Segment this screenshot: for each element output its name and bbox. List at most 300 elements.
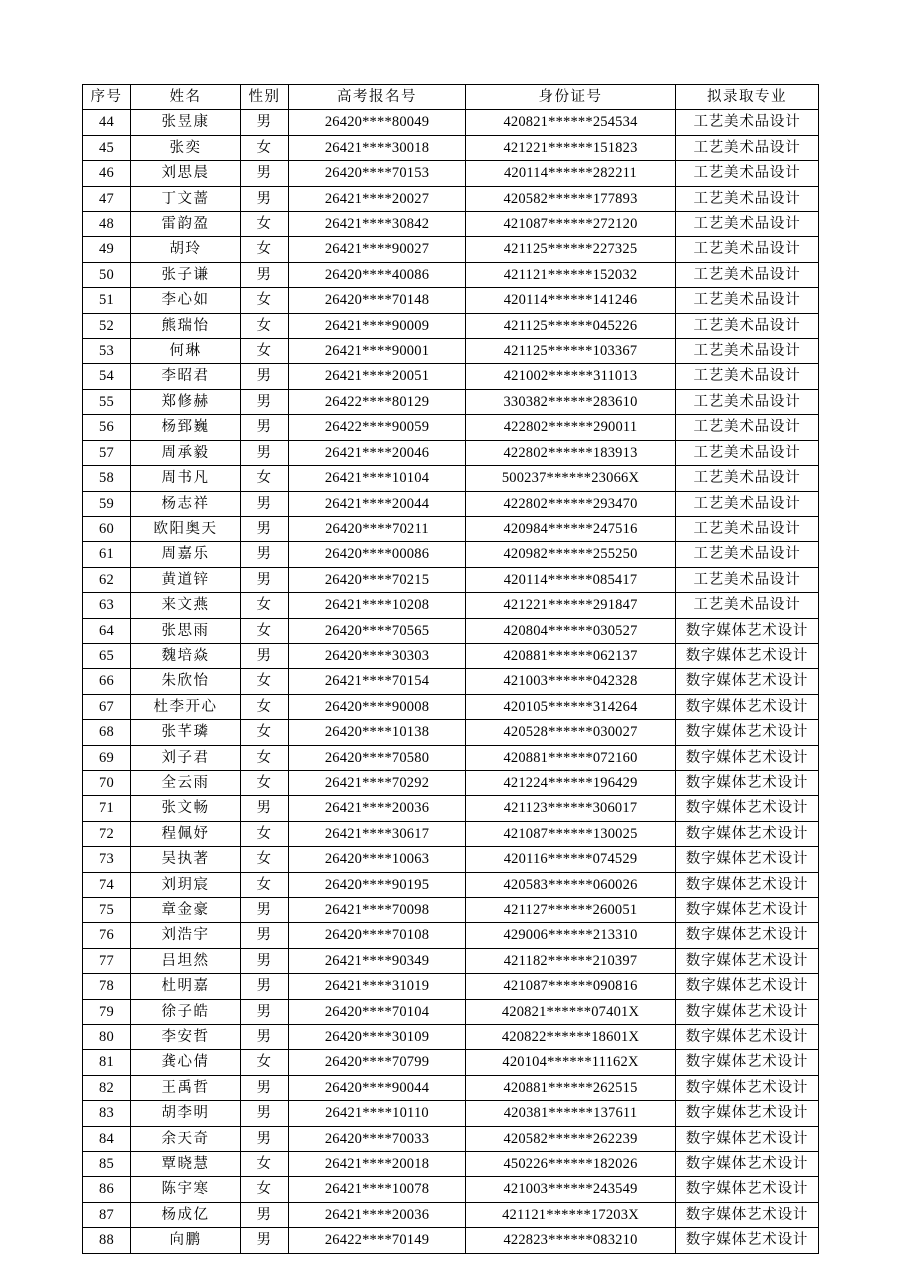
table-row [83,923,819,948]
cell-major: 数字媒体艺术设计 [676,643,819,668]
table-row [83,364,819,389]
cell-major: 数字媒体艺术设计 [676,821,819,846]
cell-seq: 82 [83,1075,131,1100]
cell-name: 熊瑞怡 [131,313,241,338]
cell-sex: 女 [241,770,289,795]
table-row [83,643,819,668]
cell-idnum: 420583******060026 [466,872,676,897]
cell-major: 工艺美术品设计 [676,466,819,491]
cell-exam: 26421****30018 [289,135,466,160]
cell-idnum: 420582******177893 [466,186,676,211]
cell-seq: 88 [83,1228,131,1253]
cell-sex: 男 [241,1126,289,1151]
cell-sex: 女 [241,1177,289,1202]
cell-name: 刘浩宇 [131,923,241,948]
cell-seq: 70 [83,770,131,795]
table-row [83,1228,819,1253]
cell-major: 数字媒体艺术设计 [676,1202,819,1227]
cell-major: 工艺美术品设计 [676,339,819,364]
cell-sex: 男 [241,1228,289,1253]
cell-sex: 女 [241,669,289,694]
table-row [83,1025,819,1050]
cell-major: 工艺美术品设计 [676,237,819,262]
cell-idnum: 421224******196429 [466,770,676,795]
cell-exam: 26421****70292 [289,770,466,795]
table-row [83,974,819,999]
cell-idnum: 330382******283610 [466,389,676,414]
cell-idnum: 420381******137611 [466,1101,676,1126]
cell-name: 向鹏 [131,1228,241,1253]
cell-sex: 男 [241,542,289,567]
cell-idnum: 421125******227325 [466,237,676,262]
cell-exam: 26421****20018 [289,1152,466,1177]
cell-seq: 57 [83,440,131,465]
cell-name: 周书凡 [131,466,241,491]
cell-idnum: 420116******074529 [466,847,676,872]
cell-sex: 女 [241,212,289,237]
cell-name: 杨成亿 [131,1202,241,1227]
cell-idnum: 422802******293470 [466,491,676,516]
cell-name: 杜明嘉 [131,974,241,999]
cell-exam: 26420****30109 [289,1025,466,1050]
cell-seq: 47 [83,186,131,211]
cell-name: 李昭君 [131,364,241,389]
cell-exam: 26420****70215 [289,567,466,592]
table-row [83,1202,819,1227]
cell-seq: 56 [83,415,131,440]
cell-idnum: 422802******183913 [466,440,676,465]
cell-name: 李心如 [131,288,241,313]
cell-idnum: 421221******291847 [466,593,676,618]
cell-exam: 26420****80049 [289,110,466,135]
cell-idnum: 420881******262515 [466,1075,676,1100]
cell-idnum: 420821******254534 [466,110,676,135]
cell-idnum: 421087******090816 [466,974,676,999]
cell-sex: 女 [241,1152,289,1177]
cell-sex: 男 [241,567,289,592]
cell-exam: 26420****70799 [289,1050,466,1075]
cell-name: 来文燕 [131,593,241,618]
cell-seq: 44 [83,110,131,135]
cell-exam: 26421****30842 [289,212,466,237]
cell-name: 杜李开心 [131,694,241,719]
cell-seq: 66 [83,669,131,694]
cell-major: 数字媒体艺术设计 [676,1050,819,1075]
table-row [83,618,819,643]
cell-seq: 65 [83,643,131,668]
cell-exam: 26420****40086 [289,262,466,287]
cell-idnum: 420804******030527 [466,618,676,643]
cell-name: 周承毅 [131,440,241,465]
cell-seq: 67 [83,694,131,719]
cell-exam: 26420****30303 [289,643,466,668]
cell-name: 张奕 [131,135,241,160]
cell-seq: 84 [83,1126,131,1151]
cell-exam: 26421****10110 [289,1101,466,1126]
cell-exam: 26422****90059 [289,415,466,440]
cell-idnum: 500237******23066X [466,466,676,491]
cell-exam: 26421****10208 [289,593,466,618]
cell-exam: 26422****80129 [289,389,466,414]
cell-major: 数字媒体艺术设计 [676,974,819,999]
cell-exam: 26420****70033 [289,1126,466,1151]
cell-sex: 男 [241,186,289,211]
cell-seq: 79 [83,999,131,1024]
cell-seq: 87 [83,1202,131,1227]
cell-exam: 26420****70211 [289,516,466,541]
cell-exam: 26420****70108 [289,923,466,948]
column-header-major: 拟录取专业 [676,85,819,110]
cell-major: 数字媒体艺术设计 [676,1126,819,1151]
cell-idnum: 421121******17203X [466,1202,676,1227]
cell-exam: 26420****70153 [289,161,466,186]
cell-sex: 男 [241,161,289,186]
cell-major: 数字媒体艺术设计 [676,669,819,694]
cell-idnum: 420114******282211 [466,161,676,186]
cell-major: 工艺美术品设计 [676,110,819,135]
cell-seq: 54 [83,364,131,389]
cell-name: 周嘉乐 [131,542,241,567]
cell-major: 数字媒体艺术设计 [676,618,819,643]
cell-seq: 85 [83,1152,131,1177]
column-header-exam-number: 高考报名号 [289,85,466,110]
cell-major: 数字媒体艺术设计 [676,872,819,897]
cell-idnum: 421182******210397 [466,948,676,973]
column-header-id-number: 身份证号 [466,85,676,110]
cell-exam: 26421****20046 [289,440,466,465]
cell-name: 杨志祥 [131,491,241,516]
cell-major: 工艺美术品设计 [676,593,819,618]
table-row [83,440,819,465]
cell-major: 数字媒体艺术设计 [676,1228,819,1253]
table-row [83,288,819,313]
cell-idnum: 421087******272120 [466,212,676,237]
cell-major: 数字媒体艺术设计 [676,745,819,770]
cell-seq: 68 [83,720,131,745]
cell-sex: 女 [241,618,289,643]
cell-major: 工艺美术品设计 [676,212,819,237]
cell-sex: 男 [241,110,289,135]
table-header [83,85,819,110]
cell-exam: 26421****10078 [289,1177,466,1202]
cell-major: 工艺美术品设计 [676,161,819,186]
table-row [83,110,819,135]
cell-seq: 72 [83,821,131,846]
table-row [83,770,819,795]
cell-exam: 26420****70148 [289,288,466,313]
cell-major: 工艺美术品设计 [676,415,819,440]
cell-seq: 62 [83,567,131,592]
cell-exam: 26420****00086 [289,542,466,567]
cell-exam: 26421****20044 [289,491,466,516]
table-row [83,1177,819,1202]
table-row [83,720,819,745]
table-row [83,466,819,491]
cell-major: 工艺美术品设计 [676,262,819,287]
cell-name: 余天奇 [131,1126,241,1151]
cell-seq: 60 [83,516,131,541]
table-row [83,999,819,1024]
cell-exam: 26421****10104 [289,466,466,491]
cell-name: 陈宇寒 [131,1177,241,1202]
cell-idnum: 420881******072160 [466,745,676,770]
admissions-list-table [82,84,819,1254]
cell-idnum: 429006******213310 [466,923,676,948]
table-row [83,135,819,160]
cell-idnum: 420984******247516 [466,516,676,541]
cell-seq: 64 [83,618,131,643]
cell-name: 张子谦 [131,262,241,287]
cell-name: 胡李明 [131,1101,241,1126]
cell-sex: 女 [241,847,289,872]
table-row [83,567,819,592]
cell-name: 全云雨 [131,770,241,795]
cell-sex: 男 [241,948,289,973]
cell-major: 工艺美术品设计 [676,491,819,516]
table-row [83,821,819,846]
table-row [83,1075,819,1100]
cell-seq: 49 [83,237,131,262]
cell-seq: 80 [83,1025,131,1050]
cell-major: 数字媒体艺术设计 [676,1152,819,1177]
table-header-row [83,85,819,110]
cell-sex: 女 [241,237,289,262]
cell-exam: 26420****90195 [289,872,466,897]
cell-name: 李安哲 [131,1025,241,1050]
cell-name: 张文畅 [131,796,241,821]
cell-exam: 26421****90349 [289,948,466,973]
cell-idnum: 421087******130025 [466,821,676,846]
cell-major: 工艺美术品设计 [676,440,819,465]
cell-exam: 26421****20027 [289,186,466,211]
cell-exam: 26421****90027 [289,237,466,262]
cell-sex: 男 [241,1075,289,1100]
cell-seq: 59 [83,491,131,516]
cell-seq: 58 [83,466,131,491]
cell-major: 数字媒体艺术设计 [676,1101,819,1126]
cell-seq: 71 [83,796,131,821]
table-row [83,898,819,923]
cell-sex: 女 [241,288,289,313]
cell-seq: 75 [83,898,131,923]
cell-sex: 男 [241,415,289,440]
cell-major: 数字媒体艺术设计 [676,796,819,821]
cell-seq: 45 [83,135,131,160]
table-row [83,694,819,719]
cell-idnum: 420114******141246 [466,288,676,313]
cell-major: 工艺美术品设计 [676,313,819,338]
cell-seq: 53 [83,339,131,364]
cell-major: 数字媒体艺术设计 [676,720,819,745]
cell-sex: 女 [241,745,289,770]
table-row [83,516,819,541]
table-row [83,669,819,694]
cell-exam: 26420****90008 [289,694,466,719]
cell-name: 胡玲 [131,237,241,262]
cell-sex: 女 [241,593,289,618]
table-row [83,872,819,897]
table-row [83,948,819,973]
cell-exam: 26422****70149 [289,1228,466,1253]
cell-idnum: 420114******085417 [466,567,676,592]
cell-sex: 男 [241,389,289,414]
cell-idnum: 422823******083210 [466,1228,676,1253]
cell-sex: 女 [241,720,289,745]
cell-major: 数字媒体艺术设计 [676,770,819,795]
cell-major: 工艺美术品设计 [676,567,819,592]
cell-seq: 48 [83,212,131,237]
cell-idnum: 420582******262239 [466,1126,676,1151]
table-row [83,1126,819,1151]
table-row [83,745,819,770]
cell-name: 徐子皓 [131,999,241,1024]
cell-seq: 50 [83,262,131,287]
table-body [83,110,819,1253]
table-row [83,212,819,237]
cell-exam: 26421****70098 [289,898,466,923]
cell-major: 数字媒体艺术设计 [676,999,819,1024]
cell-idnum: 420821******07401X [466,999,676,1024]
table-row [83,161,819,186]
cell-sex: 女 [241,339,289,364]
cell-idnum: 421221******151823 [466,135,676,160]
cell-idnum: 420822******18601X [466,1025,676,1050]
cell-seq: 73 [83,847,131,872]
cell-idnum: 450226******182026 [466,1152,676,1177]
cell-exam: 26420****10063 [289,847,466,872]
cell-exam: 26420****70565 [289,618,466,643]
cell-name: 刘子君 [131,745,241,770]
cell-name: 雷韵盈 [131,212,241,237]
cell-major: 数字媒体艺术设计 [676,898,819,923]
cell-sex: 男 [241,491,289,516]
cell-major: 数字媒体艺术设计 [676,694,819,719]
table-row [83,415,819,440]
cell-name: 吕坦然 [131,948,241,973]
cell-exam: 26420****10138 [289,720,466,745]
cell-name: 覃晓慧 [131,1152,241,1177]
cell-idnum: 421002******311013 [466,364,676,389]
cell-idnum: 421003******243549 [466,1177,676,1202]
cell-major: 工艺美术品设计 [676,288,819,313]
table-row [83,1050,819,1075]
cell-exam: 26421****20036 [289,1202,466,1227]
cell-major: 数字媒体艺术设计 [676,1177,819,1202]
cell-sex: 男 [241,1101,289,1126]
cell-sex: 女 [241,466,289,491]
cell-exam: 26421****31019 [289,974,466,999]
cell-sex: 女 [241,313,289,338]
cell-major: 工艺美术品设计 [676,389,819,414]
cell-exam: 26421****70154 [289,669,466,694]
cell-sex: 男 [241,999,289,1024]
table-row [83,593,819,618]
cell-name: 程佩妤 [131,821,241,846]
cell-idnum: 421003******042328 [466,669,676,694]
cell-sex: 女 [241,135,289,160]
cell-seq: 74 [83,872,131,897]
cell-seq: 78 [83,974,131,999]
cell-idnum: 420982******255250 [466,542,676,567]
cell-name: 欧阳奥天 [131,516,241,541]
cell-seq: 61 [83,542,131,567]
cell-sex: 男 [241,923,289,948]
table-row [83,847,819,872]
cell-name: 黄道锌 [131,567,241,592]
cell-idnum: 422802******290011 [466,415,676,440]
cell-exam: 26420****90044 [289,1075,466,1100]
cell-sex: 男 [241,262,289,287]
cell-exam: 26421****90001 [289,339,466,364]
cell-name: 杨郅巍 [131,415,241,440]
table-row [83,262,819,287]
cell-name: 张芊璘 [131,720,241,745]
cell-sex: 女 [241,872,289,897]
cell-idnum: 420528******030027 [466,720,676,745]
table-row [83,542,819,567]
cell-sex: 男 [241,796,289,821]
cell-name: 章金豪 [131,898,241,923]
cell-name: 何琳 [131,339,241,364]
cell-sex: 女 [241,821,289,846]
cell-name: 王禹哲 [131,1075,241,1100]
cell-idnum: 421123******306017 [466,796,676,821]
cell-idnum: 420104******11162X [466,1050,676,1075]
cell-name: 朱欣怡 [131,669,241,694]
table-row [83,1101,819,1126]
cell-exam: 26420****70104 [289,999,466,1024]
table-row [83,796,819,821]
cell-name: 吴执著 [131,847,241,872]
cell-sex: 男 [241,643,289,668]
cell-name: 龚心倩 [131,1050,241,1075]
cell-sex: 男 [241,364,289,389]
cell-seq: 51 [83,288,131,313]
cell-idnum: 421125******045226 [466,313,676,338]
cell-sex: 男 [241,440,289,465]
cell-name: 魏培焱 [131,643,241,668]
cell-sex: 男 [241,1202,289,1227]
table-row [83,339,819,364]
cell-sex: 女 [241,1050,289,1075]
cell-idnum: 420105******314264 [466,694,676,719]
table-row [83,491,819,516]
cell-seq: 52 [83,313,131,338]
cell-seq: 63 [83,593,131,618]
cell-name: 丁文蔷 [131,186,241,211]
table-row [83,389,819,414]
table-row [83,237,819,262]
cell-seq: 81 [83,1050,131,1075]
cell-major: 数字媒体艺术设计 [676,847,819,872]
cell-sex: 女 [241,694,289,719]
column-header-seq: 序号 [83,85,131,110]
cell-idnum: 421125******103367 [466,339,676,364]
cell-major: 工艺美术品设计 [676,516,819,541]
cell-major: 数字媒体艺术设计 [676,948,819,973]
column-header-name: 姓名 [131,85,241,110]
column-header-sex: 性别 [241,85,289,110]
cell-exam: 26420****70580 [289,745,466,770]
cell-name: 郑修赫 [131,389,241,414]
table-row [83,313,819,338]
cell-major: 数字媒体艺术设计 [676,1025,819,1050]
cell-sex: 男 [241,516,289,541]
cell-major: 工艺美术品设计 [676,186,819,211]
cell-exam: 26421****90009 [289,313,466,338]
cell-exam: 26421****20036 [289,796,466,821]
table-row [83,186,819,211]
